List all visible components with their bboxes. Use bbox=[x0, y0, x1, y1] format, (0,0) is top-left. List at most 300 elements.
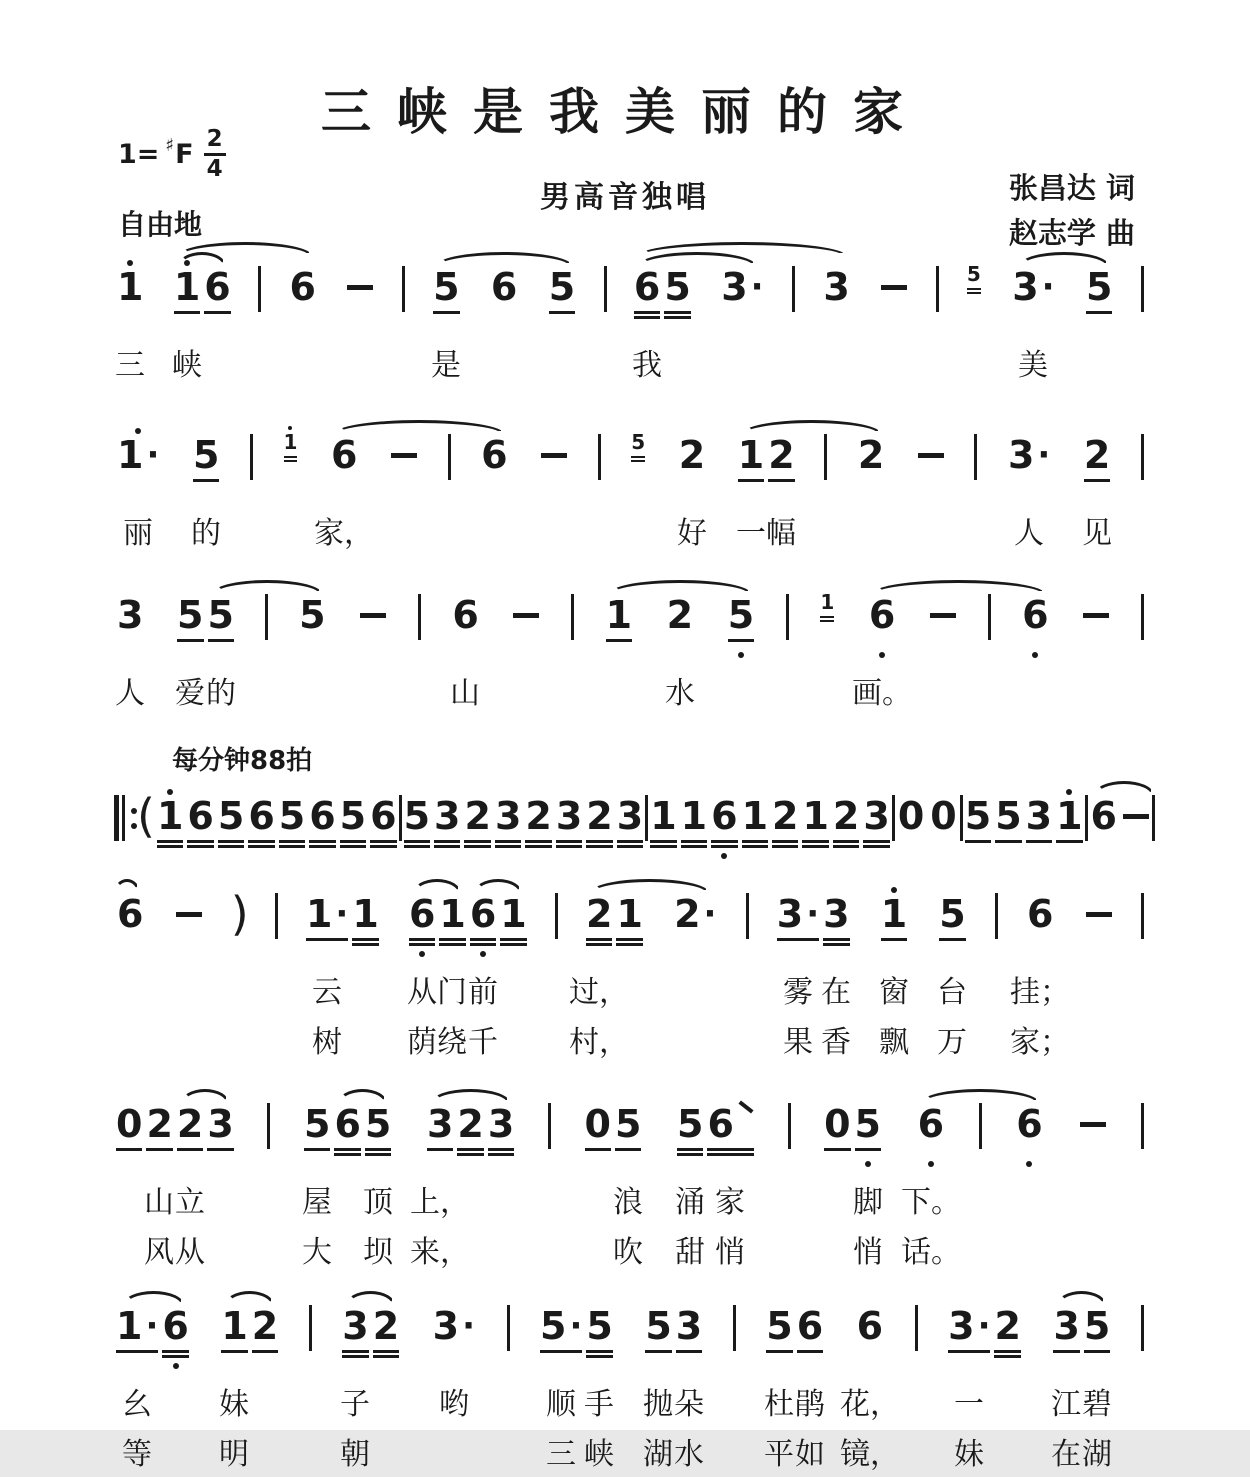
beam-underline bbox=[617, 840, 643, 843]
note-number: 5 bbox=[364, 1102, 392, 1146]
beam-underline bbox=[204, 311, 230, 314]
lyric-syllable: 的 bbox=[206, 676, 236, 711]
beam-underline bbox=[967, 288, 981, 290]
key-note: F bbox=[175, 139, 194, 170]
note-number: 6 bbox=[868, 593, 896, 637]
beam-group bbox=[1051, 1293, 1112, 1373]
beam-underline bbox=[340, 840, 366, 843]
beam-underline bbox=[772, 840, 798, 843]
note-number: 1 bbox=[283, 430, 298, 454]
note-token bbox=[915, 1091, 947, 1171]
beam-underline bbox=[221, 1350, 247, 1353]
note-token bbox=[114, 422, 162, 502]
beam-underline bbox=[457, 1153, 483, 1156]
beam-underline bbox=[193, 479, 219, 482]
beam-underline bbox=[772, 845, 798, 848]
note-number: 6 bbox=[856, 1304, 884, 1348]
dash-mark bbox=[918, 453, 944, 458]
beam-underline bbox=[342, 1355, 368, 1358]
note-number: 6 bbox=[633, 265, 661, 309]
beam-underline bbox=[464, 840, 490, 843]
note-number: 3 bbox=[1007, 433, 1035, 477]
note-number: 6 bbox=[309, 794, 336, 838]
note-token bbox=[172, 254, 202, 334]
beam-underline bbox=[464, 845, 490, 848]
lyric-syllable: 从 bbox=[407, 975, 437, 1010]
barline bbox=[598, 434, 601, 480]
lyric-syllable: 湖 bbox=[1082, 1437, 1112, 1472]
note-number: 6 bbox=[490, 265, 518, 309]
note-token bbox=[936, 881, 968, 961]
lyric-syllable: 手 bbox=[584, 1387, 614, 1422]
note-number: 5 bbox=[586, 1304, 613, 1348]
lyric-syllable: 妹 bbox=[954, 1437, 984, 1472]
note-token bbox=[854, 1293, 886, 1373]
beam-group bbox=[304, 881, 381, 961]
beam-underline bbox=[681, 840, 707, 843]
lyric-syllable: 如 bbox=[795, 1437, 825, 1472]
low-octave-dot bbox=[419, 951, 425, 957]
beam-underline bbox=[525, 845, 551, 848]
lyric-syllable: 人 bbox=[1014, 516, 1044, 551]
note-number: 2 bbox=[1083, 433, 1111, 477]
lyric-syllable: 在 bbox=[821, 975, 851, 1010]
note-token bbox=[662, 254, 692, 334]
beam-underline bbox=[433, 311, 459, 314]
dash-extension bbox=[388, 422, 420, 502]
dash-extension bbox=[1080, 582, 1112, 662]
barline bbox=[604, 266, 607, 312]
lyric-syllable: 前 bbox=[468, 975, 498, 1010]
note-number: 5 bbox=[548, 265, 576, 309]
note-token bbox=[584, 1293, 614, 1373]
barline bbox=[275, 893, 278, 939]
beam-underline bbox=[306, 938, 348, 941]
lyric-syllable: 朵 bbox=[674, 1387, 704, 1422]
note-number: 5 bbox=[403, 794, 431, 838]
barline bbox=[988, 594, 991, 640]
note-number: 2 bbox=[586, 794, 613, 838]
lyric-syllable: 下。 bbox=[901, 1185, 961, 1220]
beam-underline bbox=[676, 1350, 702, 1353]
note-number: 2 bbox=[666, 593, 694, 637]
beam-underline bbox=[586, 840, 612, 843]
barline bbox=[1141, 1103, 1144, 1149]
beam-underline bbox=[833, 845, 859, 848]
note-number: 6 bbox=[796, 1304, 824, 1348]
lyric-syllable: 树 bbox=[312, 1025, 342, 1060]
low-octave-dot bbox=[865, 1161, 871, 1167]
music-line-4 bbox=[114, 783, 1144, 861]
note-token bbox=[286, 254, 318, 334]
lyric-syllable: 的 bbox=[191, 516, 221, 551]
note-number: 2 bbox=[994, 1304, 1021, 1348]
note-token bbox=[425, 1091, 455, 1171]
barline bbox=[1152, 795, 1155, 841]
note-number: 3 bbox=[1053, 1304, 1080, 1348]
note-number: 3 bbox=[776, 892, 804, 936]
dash-mark bbox=[391, 453, 417, 458]
note-token bbox=[676, 422, 708, 502]
note-token bbox=[831, 783, 861, 863]
note-number: 5 bbox=[1083, 1304, 1111, 1348]
lyric-syllable: 涌 bbox=[675, 1185, 705, 1220]
beam-underline bbox=[995, 840, 1021, 843]
note-number: 5 bbox=[727, 593, 755, 637]
beam-underline bbox=[500, 943, 526, 946]
beam-underline bbox=[994, 1355, 1020, 1358]
note-number: 6 bbox=[711, 794, 738, 838]
low-octave-dot bbox=[1026, 1161, 1032, 1167]
note-token bbox=[725, 582, 757, 662]
beam-underline bbox=[833, 840, 859, 843]
beam-group bbox=[648, 783, 770, 863]
note-token bbox=[190, 422, 222, 502]
dash-mark bbox=[1086, 912, 1112, 917]
lyric-syllable: 屋 bbox=[302, 1185, 332, 1220]
lyric-syllable: 坝 bbox=[363, 1235, 393, 1270]
augmentation-dot: · bbox=[750, 267, 764, 307]
lyric-syllable: 村， bbox=[569, 1025, 629, 1060]
note-token bbox=[246, 783, 276, 863]
lyric-syllable: 果 bbox=[783, 1025, 813, 1060]
rest-note bbox=[895, 783, 927, 863]
lyric-syllable: 窗 bbox=[879, 975, 909, 1010]
beam-group bbox=[407, 881, 529, 961]
note-token bbox=[202, 254, 232, 334]
note-token bbox=[332, 1091, 362, 1171]
grace-note bbox=[628, 422, 648, 502]
note-token bbox=[216, 783, 246, 863]
dash-extension bbox=[538, 422, 570, 502]
beam-underline bbox=[116, 1148, 142, 1151]
beam-group bbox=[1024, 783, 1085, 863]
lyric-syllable: 家； bbox=[1010, 1025, 1070, 1060]
beam-underline bbox=[248, 840, 274, 843]
note-token bbox=[523, 783, 553, 863]
beam-underline bbox=[284, 456, 298, 458]
beam-underline bbox=[370, 845, 396, 848]
note-token bbox=[114, 582, 146, 662]
barline bbox=[824, 434, 827, 480]
note-token bbox=[340, 1293, 370, 1373]
note-number: 3 bbox=[1025, 794, 1053, 838]
beam-group bbox=[822, 1091, 883, 1171]
beam-underline bbox=[707, 1153, 753, 1156]
beam-underline bbox=[631, 456, 645, 458]
note-token bbox=[437, 881, 467, 961]
augmentation-dot: · bbox=[569, 1306, 583, 1346]
beam-underline bbox=[470, 943, 496, 946]
beam-underline bbox=[616, 943, 642, 946]
note-number: 2 bbox=[586, 892, 613, 936]
barline bbox=[733, 1305, 736, 1351]
note-token bbox=[160, 1293, 190, 1373]
note-token bbox=[185, 783, 215, 863]
lyric-syllable: 哟 bbox=[439, 1387, 469, 1422]
lyric-syllable: 千 bbox=[468, 1025, 498, 1060]
beam-underline bbox=[586, 938, 612, 941]
barline bbox=[548, 1103, 551, 1149]
beam-underline bbox=[556, 840, 582, 843]
beam-underline bbox=[284, 460, 298, 462]
barline bbox=[265, 594, 268, 640]
meter-upper: 2 bbox=[206, 126, 223, 152]
lyric-syllable: 顺 bbox=[546, 1387, 576, 1422]
beam-underline bbox=[218, 840, 244, 843]
beam-group bbox=[114, 1091, 236, 1171]
note-token bbox=[603, 582, 635, 662]
lyric-syllable: 三 bbox=[546, 1437, 576, 1472]
beam-underline bbox=[248, 845, 274, 848]
note-token bbox=[709, 783, 739, 863]
barline bbox=[250, 434, 253, 480]
beam-underline bbox=[650, 840, 676, 843]
note-token bbox=[155, 783, 185, 863]
lyric-syllable: 浪 bbox=[613, 1185, 643, 1220]
lyric-syllable: 绕 bbox=[437, 1025, 467, 1060]
lyric-syllable: 幅 bbox=[766, 516, 796, 551]
beam-underline bbox=[218, 845, 244, 848]
lyric-syllable: 挂； bbox=[1010, 975, 1070, 1010]
note-number: 2 bbox=[768, 433, 795, 477]
beam-underline bbox=[711, 840, 737, 843]
note-number: 3 bbox=[823, 265, 850, 309]
note-number: 3 bbox=[207, 1102, 234, 1146]
lyricist-credit: 张昌达 词 bbox=[1008, 171, 1135, 205]
beam-underline bbox=[994, 1350, 1020, 1353]
note-number: 5 bbox=[540, 1304, 567, 1348]
lyric-syllable: 家 bbox=[715, 1185, 745, 1220]
note-token bbox=[304, 881, 350, 961]
note-token bbox=[493, 783, 523, 863]
note-number: 1 bbox=[156, 794, 184, 838]
lyric-syllable: 抛 bbox=[643, 1387, 673, 1422]
note-token bbox=[468, 881, 498, 961]
rest-note bbox=[822, 1091, 852, 1171]
note-token bbox=[205, 1091, 235, 1171]
beam-underline bbox=[881, 938, 907, 941]
beam-underline bbox=[586, 845, 612, 848]
note-number: 6 bbox=[331, 433, 358, 477]
beam-underline bbox=[439, 938, 465, 941]
note-number: 6 bbox=[289, 265, 316, 309]
beam-underline bbox=[967, 292, 981, 294]
music-line-7 bbox=[114, 1293, 1144, 1477]
note-number: 6 bbox=[452, 593, 479, 637]
lyric-syllable: 上， bbox=[410, 1185, 470, 1220]
score bbox=[0, 254, 1250, 1477]
note-token bbox=[1013, 1091, 1045, 1171]
beam-underline bbox=[495, 845, 521, 848]
note-token bbox=[993, 783, 1023, 863]
barline bbox=[507, 1305, 510, 1351]
lyric-syllable: 大 bbox=[302, 1235, 332, 1270]
lyric-syllable: 妹 bbox=[219, 1387, 249, 1422]
note-number: 3 bbox=[555, 794, 583, 838]
note-token bbox=[736, 422, 766, 502]
note-row bbox=[114, 422, 1144, 500]
beam-underline bbox=[664, 316, 690, 319]
note-number: 1 bbox=[305, 892, 333, 936]
beam-group bbox=[583, 1091, 644, 1171]
note-number: 2 bbox=[372, 1304, 400, 1348]
note-number: 6 bbox=[1090, 794, 1117, 838]
barline bbox=[1141, 266, 1144, 312]
beam-underline bbox=[495, 840, 521, 843]
beam-underline bbox=[777, 938, 819, 941]
rest-note bbox=[583, 1091, 613, 1171]
note-token bbox=[462, 783, 492, 863]
note-number: 5 bbox=[631, 430, 646, 454]
note-token bbox=[664, 582, 696, 662]
beam-group bbox=[770, 783, 892, 863]
expression-marking: 自由地 bbox=[118, 208, 203, 241]
note-number: 3 bbox=[616, 794, 644, 838]
lyric-syllable: 话。 bbox=[901, 1235, 961, 1270]
note-number: 5 bbox=[278, 794, 306, 838]
beam-underline bbox=[586, 943, 612, 946]
note-token bbox=[114, 1293, 160, 1373]
beam-underline bbox=[855, 1148, 881, 1151]
note-token bbox=[821, 881, 851, 961]
note-number: 1 bbox=[116, 1304, 143, 1348]
beam-group bbox=[219, 1293, 280, 1373]
note-number: 5 bbox=[677, 1102, 704, 1146]
beam-group bbox=[425, 1091, 516, 1171]
note-number: 3 bbox=[494, 794, 522, 838]
note-number: 1 bbox=[221, 1304, 248, 1348]
tempo-label: 每分钟88拍 bbox=[172, 746, 313, 776]
note-token bbox=[800, 783, 830, 863]
note-token bbox=[296, 582, 328, 662]
note-token bbox=[1051, 1293, 1081, 1373]
lyric-syllable: 云 bbox=[312, 975, 342, 1010]
beam-group bbox=[114, 1293, 191, 1373]
note-number: 2 bbox=[772, 794, 799, 838]
note-number: 3 bbox=[823, 892, 850, 936]
composer-credit: 赵志学 曲 bbox=[1008, 215, 1135, 250]
barline bbox=[418, 594, 421, 640]
note-number: 5 bbox=[192, 433, 220, 477]
augmentation-dot: · bbox=[977, 1306, 991, 1346]
dash-extension bbox=[344, 254, 376, 334]
note-number: 5 bbox=[614, 1102, 642, 1146]
note-token bbox=[144, 1091, 174, 1171]
beam-underline bbox=[540, 1350, 582, 1353]
lyric-syllable: 吹 bbox=[613, 1235, 643, 1270]
note-token bbox=[478, 422, 510, 502]
beam-underline bbox=[645, 1350, 671, 1353]
note-token bbox=[219, 1293, 249, 1373]
beam-group bbox=[302, 1091, 393, 1171]
barline bbox=[792, 266, 795, 312]
parenthesis: ( bbox=[137, 789, 155, 843]
lyric-syllable: 万 bbox=[937, 1025, 967, 1060]
dash-extension bbox=[927, 582, 959, 662]
note-number: 5 bbox=[854, 1102, 881, 1146]
note-token bbox=[775, 881, 821, 961]
note-token bbox=[430, 254, 462, 334]
beam-group bbox=[632, 254, 693, 334]
note-number: 2 bbox=[678, 433, 706, 477]
note-number: 6 bbox=[204, 265, 231, 309]
note-token bbox=[328, 422, 360, 502]
lyric-syllable: 好 bbox=[677, 516, 707, 551]
beam-underline bbox=[365, 1148, 391, 1151]
lyric-syllable: 等 bbox=[122, 1437, 152, 1472]
note-token bbox=[350, 881, 380, 961]
music-line-2 bbox=[114, 422, 1144, 556]
beam-group bbox=[736, 422, 797, 502]
note-row bbox=[114, 1293, 1144, 1371]
low-octave-dot bbox=[928, 1161, 934, 1167]
dash-mark bbox=[347, 285, 373, 290]
beam-group bbox=[643, 1293, 704, 1373]
beam-group bbox=[584, 881, 645, 961]
beam-underline bbox=[556, 845, 582, 848]
beam-underline bbox=[488, 1153, 514, 1156]
note-number: 3 bbox=[426, 1102, 454, 1146]
note-number: 5 bbox=[645, 1304, 672, 1348]
lyric-syllable: 悄 bbox=[715, 1235, 745, 1270]
beam-underline bbox=[1026, 840, 1052, 843]
note-number: 0 bbox=[897, 794, 925, 838]
low-octave-dot bbox=[721, 853, 727, 859]
note-token bbox=[1054, 783, 1084, 863]
beam-underline bbox=[439, 943, 465, 946]
note-token bbox=[705, 1091, 755, 1171]
beam-underline bbox=[409, 938, 435, 941]
note-number: 3 bbox=[863, 794, 890, 838]
note-number: 0 bbox=[824, 1102, 851, 1146]
barline bbox=[786, 594, 789, 640]
note-number: 1 bbox=[352, 892, 379, 936]
beam-underline bbox=[617, 845, 643, 848]
beam-underline bbox=[252, 1350, 278, 1353]
beam-underline bbox=[863, 845, 889, 848]
lyric-syllable: 荫 bbox=[407, 1025, 437, 1060]
note-token bbox=[770, 783, 800, 863]
note-number: 1 bbox=[680, 794, 708, 838]
note-number: 1 bbox=[1056, 794, 1083, 838]
note-token bbox=[402, 783, 432, 863]
lyric-syllable: 风 bbox=[144, 1235, 174, 1270]
note-row bbox=[114, 1091, 1144, 1169]
note-number: 5 bbox=[766, 1304, 793, 1348]
note-number: 3 bbox=[117, 593, 144, 637]
note-token bbox=[853, 1091, 883, 1171]
beam-underline bbox=[797, 1350, 823, 1353]
note-token bbox=[1083, 254, 1115, 334]
note-number: 6 bbox=[1027, 892, 1054, 936]
lyric-syllable: 从 bbox=[175, 1235, 205, 1270]
beam-underline bbox=[334, 1148, 360, 1151]
note-token bbox=[206, 582, 236, 662]
lyric-syllable: 湖 bbox=[643, 1437, 673, 1472]
dash-mark bbox=[881, 285, 907, 290]
dash-mark bbox=[360, 613, 386, 618]
beam-underline bbox=[309, 840, 335, 843]
note-token bbox=[632, 254, 662, 334]
music-line-6 bbox=[114, 1091, 1144, 1275]
rest-note bbox=[114, 1091, 144, 1171]
note-number: 6 bbox=[370, 794, 397, 838]
barline bbox=[936, 266, 939, 312]
barline bbox=[1141, 893, 1144, 939]
note-token bbox=[820, 254, 852, 334]
note-token bbox=[114, 881, 146, 961]
